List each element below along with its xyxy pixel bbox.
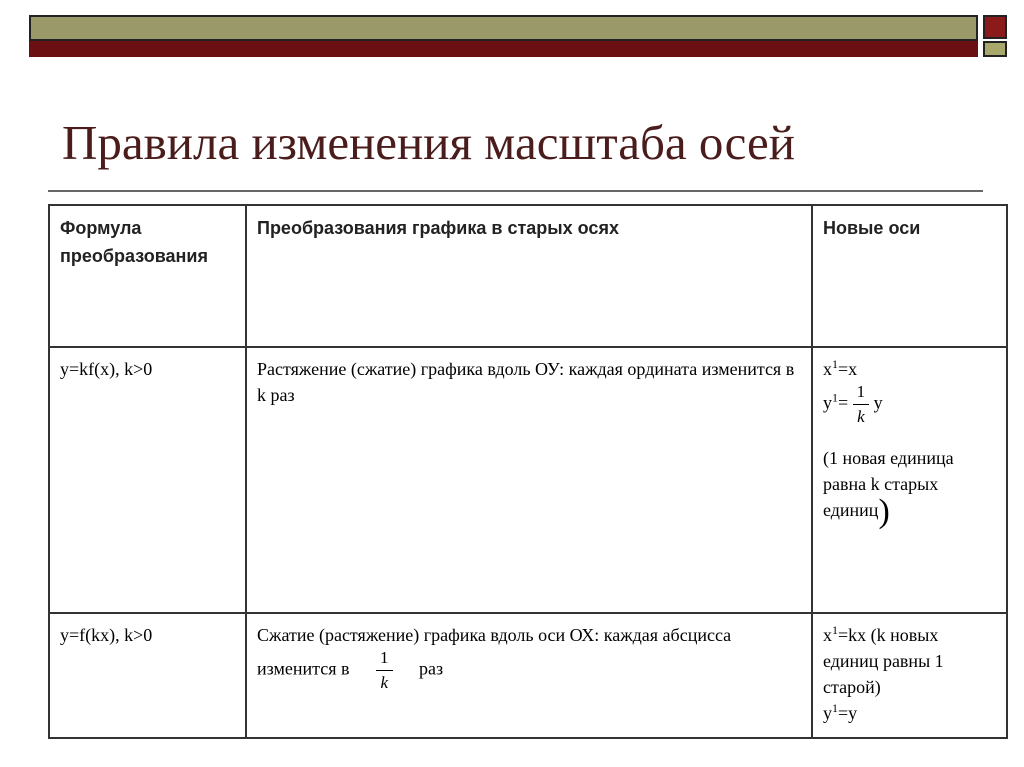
transform-cell: Сжатие (растяжение) графика вдоль оси ОХ: каждая абсцисса изменится в $\frac{1}{k}$ раз	[246, 613, 812, 738]
fraction: $\frac{1}{k}$	[853, 382, 870, 427]
formula-cell: y=f(kx), k>0	[49, 613, 246, 738]
slide-title: Правила изменения масштаба осей	[62, 115, 795, 170]
header-transform: Преобразования графика в старых осях	[246, 205, 812, 347]
title-divider	[48, 190, 983, 192]
new-y-formula: $y^1=$ $\frac{1}{k}$ y	[823, 382, 883, 426]
new-axes-cell	[812, 347, 1007, 613]
unit-note: (1 новая единица равна k старых единиц)	[823, 448, 954, 530]
header-formula: Формула преобразования	[49, 205, 246, 347]
corner-decor-square	[983, 15, 1007, 39]
new-axes-cell	[812, 613, 1007, 738]
top-decor-bar	[29, 15, 978, 41]
fraction: $\frac{1}{k}$	[376, 648, 393, 693]
new-x-formula: $x^1=kx$ (k новых единиц равны 1 старой)	[823, 623, 944, 697]
formula-cell: y=kf(x), k>0	[49, 347, 246, 613]
new-x-formula: $x^1=x$	[823, 357, 858, 379]
rules-table	[48, 204, 1008, 739]
top-decor-bar-accent	[29, 41, 978, 57]
corner-decor-square-small	[983, 41, 1007, 57]
table-row	[49, 347, 1007, 613]
transform-cell: Растяжение (сжатие) графика вдоль ОУ: каждая ордината изменится в k раз	[246, 347, 812, 613]
new-y-formula: $y^1=y$	[823, 701, 858, 723]
header-new-axes: Новые оси	[812, 205, 1007, 347]
table-header-row	[49, 205, 1007, 347]
table-row	[49, 613, 1007, 738]
